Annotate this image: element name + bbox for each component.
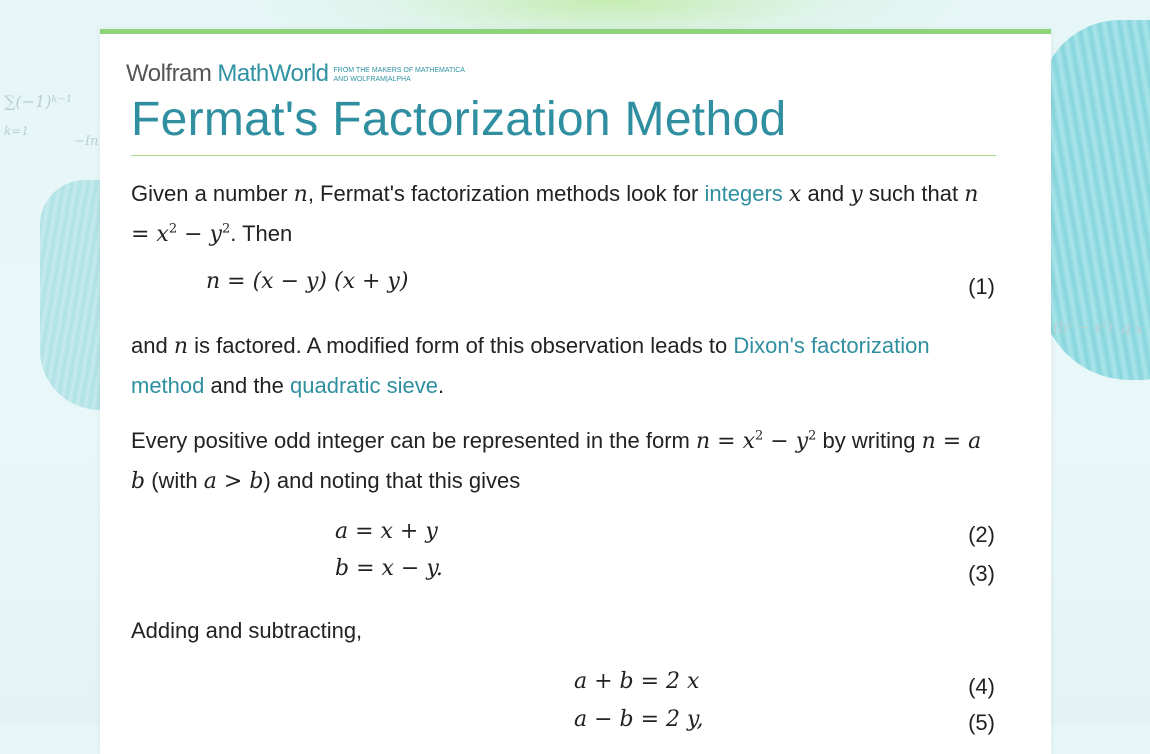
- paragraph-adding-subtracting: Adding and subtracting,: [131, 618, 363, 643]
- math-a-greater-b: a > b: [203, 469, 264, 494]
- page-title: Fermat's Factorization Method: [131, 93, 787, 146]
- math-exponent: 2: [168, 221, 178, 237]
- math-n: n: [293, 182, 308, 207]
- background-sum-index: k=1: [4, 124, 29, 138]
- math-part: − y: [763, 429, 809, 454]
- math-n: n: [173, 334, 188, 359]
- math-difference-of-squares: [696, 429, 816, 454]
- equation-1: n = (x − y) (x + y): [206, 269, 409, 294]
- background-fragment: (b² − x²): [1053, 320, 1113, 336]
- logo-wolfram-text: Wolfram: [126, 60, 212, 87]
- paragraph-intro: [131, 174, 991, 254]
- equation-number-2: (2): [968, 522, 995, 547]
- equation-number-5: (5): [968, 710, 995, 735]
- math-exponent: 2: [808, 428, 817, 444]
- text: and: [801, 181, 851, 206]
- equation-4: a + b = 2 x: [574, 669, 700, 694]
- background-fragment: d x: [1122, 322, 1144, 338]
- background-sum-formula: ∑(−1)ᵏ⁻¹: [4, 92, 73, 111]
- logo-mathworld-text: MathWorld: [217, 60, 329, 87]
- equation-5: a − b = 2 y,: [574, 707, 704, 732]
- text: by writing: [816, 428, 922, 453]
- mathworld-logo[interactable]: [126, 60, 465, 88]
- text: . Then: [230, 221, 293, 246]
- text: , Fermat's factorization methods look for: [307, 181, 705, 206]
- text: (with: [145, 468, 204, 493]
- math-n-equals-ab: n = a b: [131, 429, 982, 494]
- text: .: [438, 373, 445, 398]
- title-divider: [131, 155, 996, 156]
- link-dixons-factorization-method[interactable]: Dixon's factorization method: [131, 333, 930, 398]
- equation-number-3: (3): [968, 561, 995, 586]
- equation-2: a = x + y: [335, 519, 438, 544]
- text: is factored. A modified form of this observation leads to: [188, 333, 734, 358]
- paragraph-factored: [131, 326, 991, 405]
- math-y: y: [850, 182, 863, 207]
- background-fragment: −In: [74, 134, 99, 149]
- math-exponent: 2: [755, 428, 764, 444]
- equation-number-4: (4): [968, 674, 995, 699]
- logo-tagline-line1: FROM THE MAKERS OF MATHEMATICA: [333, 67, 465, 74]
- text: such that: [862, 181, 965, 206]
- logo-tagline: [334, 66, 465, 84]
- equation-number-1: (1): [968, 274, 995, 299]
- link-quadratic-sieve[interactable]: quadratic sieve: [290, 373, 439, 398]
- link-integers[interactable]: integers: [704, 181, 783, 206]
- equation-3: b = x − y.: [335, 556, 443, 581]
- text: and: [131, 333, 174, 358]
- math-part: n = x: [131, 182, 979, 247]
- math-exponent: 2: [221, 221, 231, 237]
- math-x: x: [788, 182, 802, 207]
- text: Every positive odd integer can be represented in the form: [131, 428, 696, 453]
- text: and the: [204, 373, 291, 398]
- logo-tagline-line2: AND WOLFRAM|ALPHA: [333, 76, 411, 83]
- math-part: n = x: [696, 429, 755, 454]
- math-part: − y: [177, 222, 222, 247]
- article-card: [100, 29, 1051, 754]
- text: Given a number: [131, 181, 294, 206]
- paragraph-odd-integer: [131, 421, 991, 501]
- text: ) and noting that this gives: [263, 468, 521, 493]
